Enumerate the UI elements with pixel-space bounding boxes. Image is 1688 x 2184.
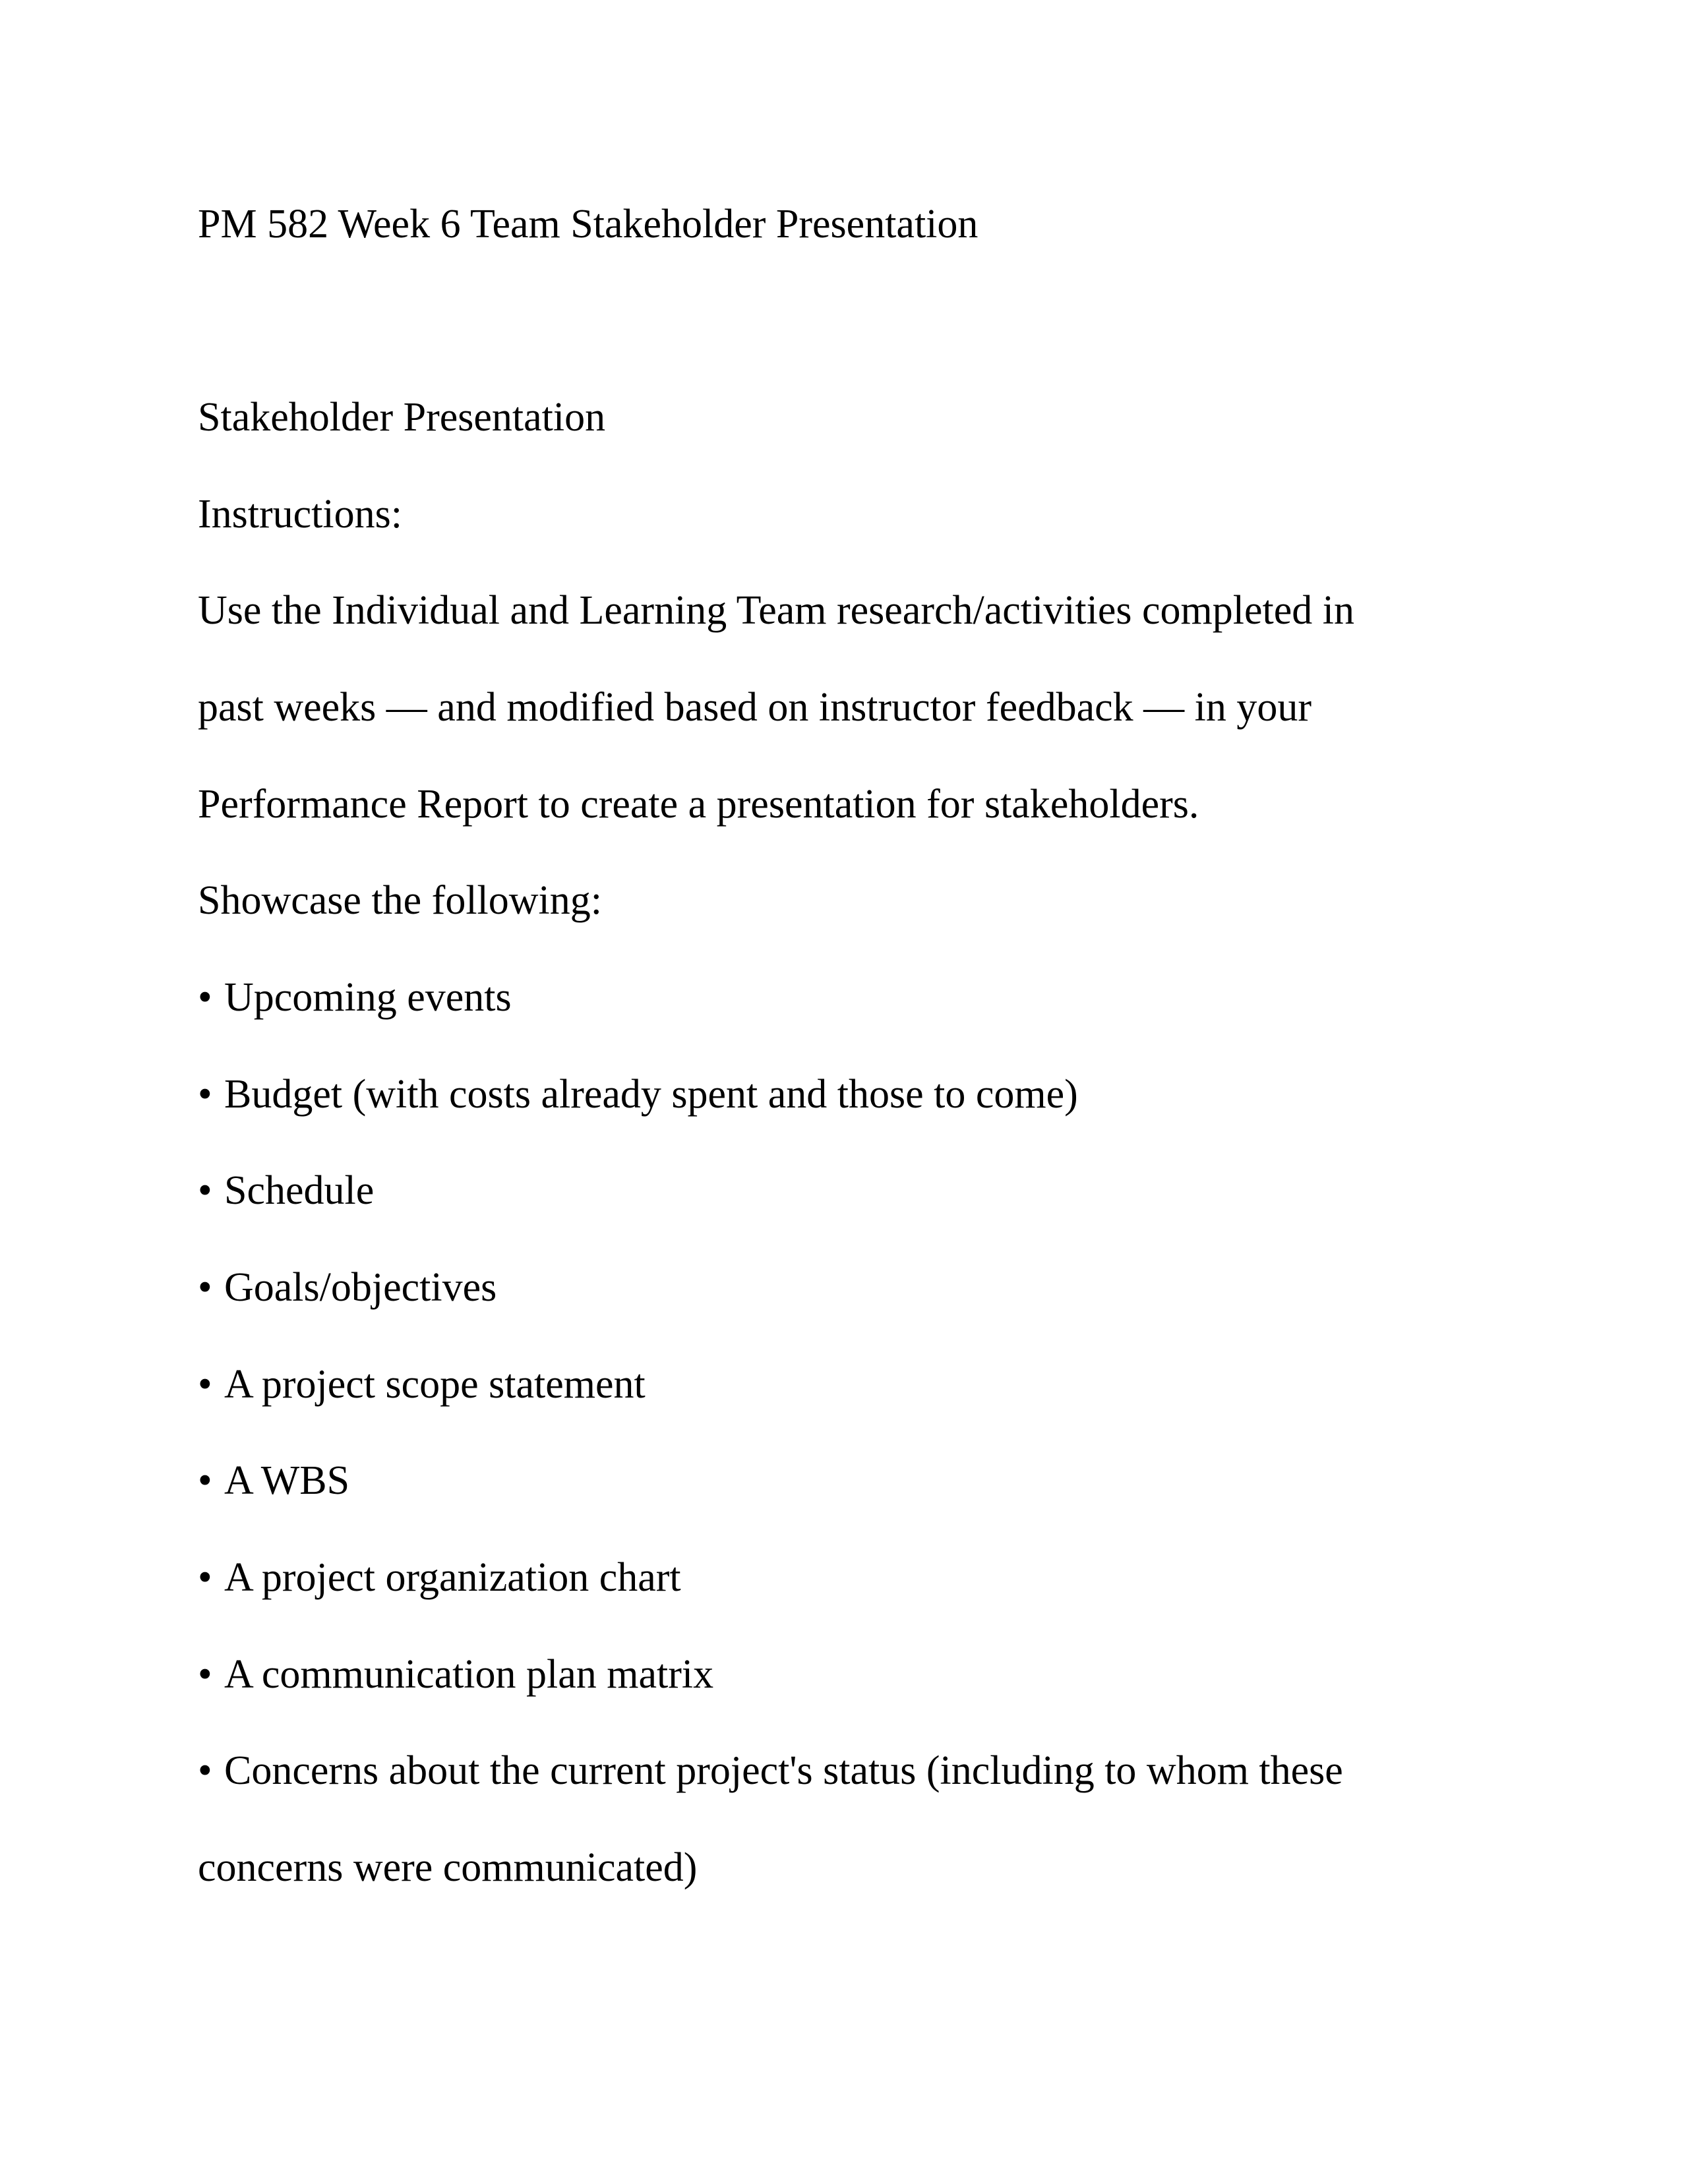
list-item-text: A project organization chart bbox=[224, 1555, 681, 1600]
list-item-text: Schedule bbox=[224, 1168, 375, 1213]
list-item bbox=[198, 1551, 681, 1604]
bullet-icon: • bbox=[198, 1652, 212, 1697]
bullet-icon: • bbox=[198, 1072, 212, 1117]
list-item-text: Concerns about the current project's status (including to whom these bbox=[224, 1748, 1343, 1793]
list-item bbox=[198, 1648, 713, 1701]
document-title: PM 582 Week 6 Team Stakeholder Presentation bbox=[198, 202, 979, 247]
showcase-label: Showcase the following: bbox=[198, 878, 603, 923]
list-item bbox=[198, 1358, 646, 1411]
bullet-icon: • bbox=[198, 1458, 212, 1503]
list-item-text: Budget (with costs already spent and those to come) bbox=[224, 1072, 1078, 1117]
list-item-text: A communication plan matrix bbox=[224, 1652, 714, 1697]
bullet-icon: • bbox=[198, 1362, 212, 1407]
bullet-icon: • bbox=[198, 975, 212, 1020]
list-item bbox=[198, 1068, 1078, 1121]
list-item-text: Upcoming events bbox=[224, 975, 512, 1020]
list-item bbox=[198, 1454, 349, 1507]
list-item-continuation: concerns were communicated) bbox=[198, 1845, 698, 1890]
instructions-label: Instructions: bbox=[198, 492, 402, 537]
list-item bbox=[198, 1164, 374, 1217]
paragraph-line-3: Performance Report to create a presentation for stakeholders. bbox=[198, 782, 1199, 827]
list-item bbox=[198, 1261, 497, 1314]
list-item-text: Goals/objectives bbox=[224, 1265, 497, 1310]
bullet-icon: • bbox=[198, 1265, 212, 1310]
list-item-text: A project scope statement bbox=[224, 1362, 646, 1407]
bullet-icon: • bbox=[198, 1555, 212, 1600]
list-item-text: A WBS bbox=[224, 1458, 350, 1503]
list-item bbox=[198, 1744, 1343, 1797]
list-item bbox=[198, 971, 512, 1024]
section-heading: Stakeholder Presentation bbox=[198, 395, 606, 440]
paragraph-line-2: past weeks — and modified based on instructor feedback — in your bbox=[198, 685, 1312, 730]
bullet-icon: • bbox=[198, 1168, 212, 1213]
bullet-icon: • bbox=[198, 1748, 212, 1793]
paragraph-line-1: Use the Individual and Learning Team research/activities completed in bbox=[198, 588, 1354, 633]
